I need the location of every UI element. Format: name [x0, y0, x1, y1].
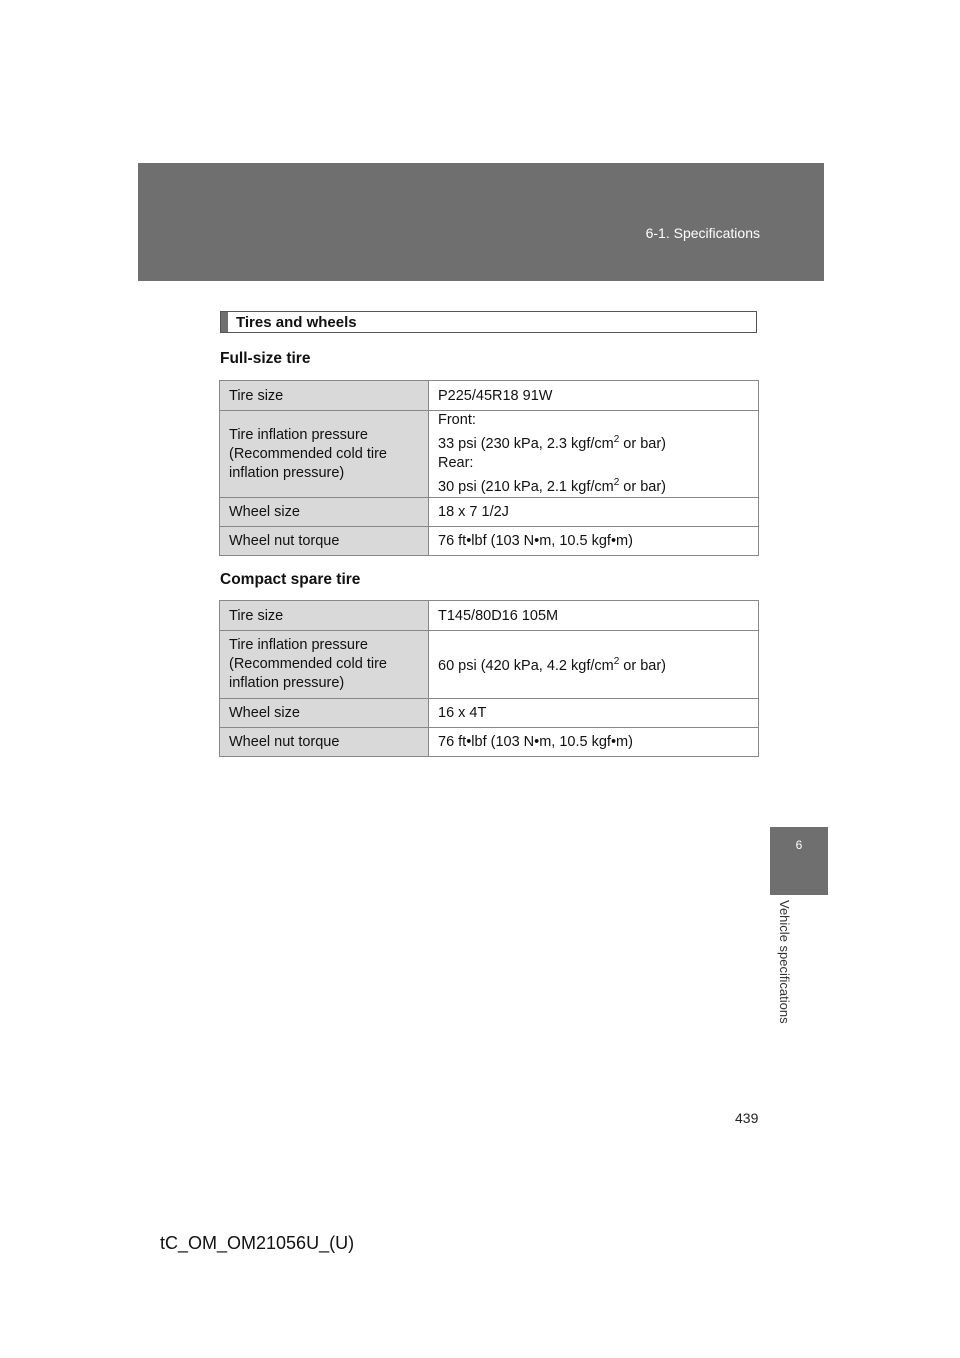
section-heading-text: Tires and wheels: [236, 313, 357, 331]
table-cell-value: T145/80D16 105M: [429, 601, 759, 631]
table-cell-value: 76 ft•lbf (103 N•m, 10.5 kgf•m): [429, 728, 759, 757]
table-cell-value: 76 ft•lbf (103 N•m, 10.5 kgf•m): [429, 527, 759, 556]
table-row: [220, 728, 759, 757]
chapter-label: Vehicle specifications: [777, 900, 792, 1024]
header-band: [138, 163, 824, 281]
rear-label: Rear:: [438, 455, 474, 471]
table-cell-value: [429, 411, 759, 498]
table-cell-label: Tire inflation pressure (Recommended cold tire inflation pressure): [220, 411, 429, 498]
table-cell-label: Wheel nut torque: [220, 728, 429, 757]
table-cell-value: 16 x 4T: [429, 699, 759, 728]
table-cell-value: 60 psi (420 kPa, 4.2 kgf/$cm^2$ or bar): [429, 631, 759, 699]
front-value: 33 psi (230 kPa, 2.3 kgf/$cm^2$ or bar): [438, 434, 667, 452]
full-size-tire-table: [219, 380, 759, 556]
full-size-tire-title: Full-size tire: [220, 350, 311, 367]
chapter-tab: [770, 827, 828, 895]
table-cell-label: Tire size: [220, 601, 429, 631]
table-cell-label: Tire size: [220, 381, 429, 411]
table-row: [220, 631, 759, 699]
compact-spare-tire-table: [219, 600, 759, 757]
table-cell-label: Wheel size: [220, 498, 429, 527]
section-heading: [220, 311, 757, 333]
table-row: [220, 601, 759, 631]
table-row: [220, 699, 759, 728]
table-cell-label: Tire inflation pressure (Recommended cold tire inflation pressure): [220, 631, 429, 699]
section-label: 6-1. Specifications: [645, 225, 760, 241]
table-cell-value: P225/45R18 91W: [429, 381, 759, 411]
document-code: tC_OM_OM21056U_(U): [160, 1233, 355, 1253]
chapter-number: 6: [795, 838, 803, 852]
table-row: [220, 527, 759, 556]
heading-bar: [221, 312, 228, 332]
rear-value: 30 psi (210 kPa, 2.1 kgf/$cm^2$ or bar): [438, 477, 667, 495]
table-cell-value: 18 x 7 1/2J: [429, 498, 759, 527]
table-cell-label: Wheel size: [220, 699, 429, 728]
compact-spare-tire-title: Compact spare tire: [220, 571, 361, 588]
table-row: [220, 498, 759, 527]
table-row: [220, 381, 759, 411]
table-row: [220, 411, 759, 498]
front-label: Front:: [438, 412, 476, 429]
table-cell-label: Wheel nut torque: [220, 527, 429, 556]
page-number: 439: [735, 1110, 759, 1126]
